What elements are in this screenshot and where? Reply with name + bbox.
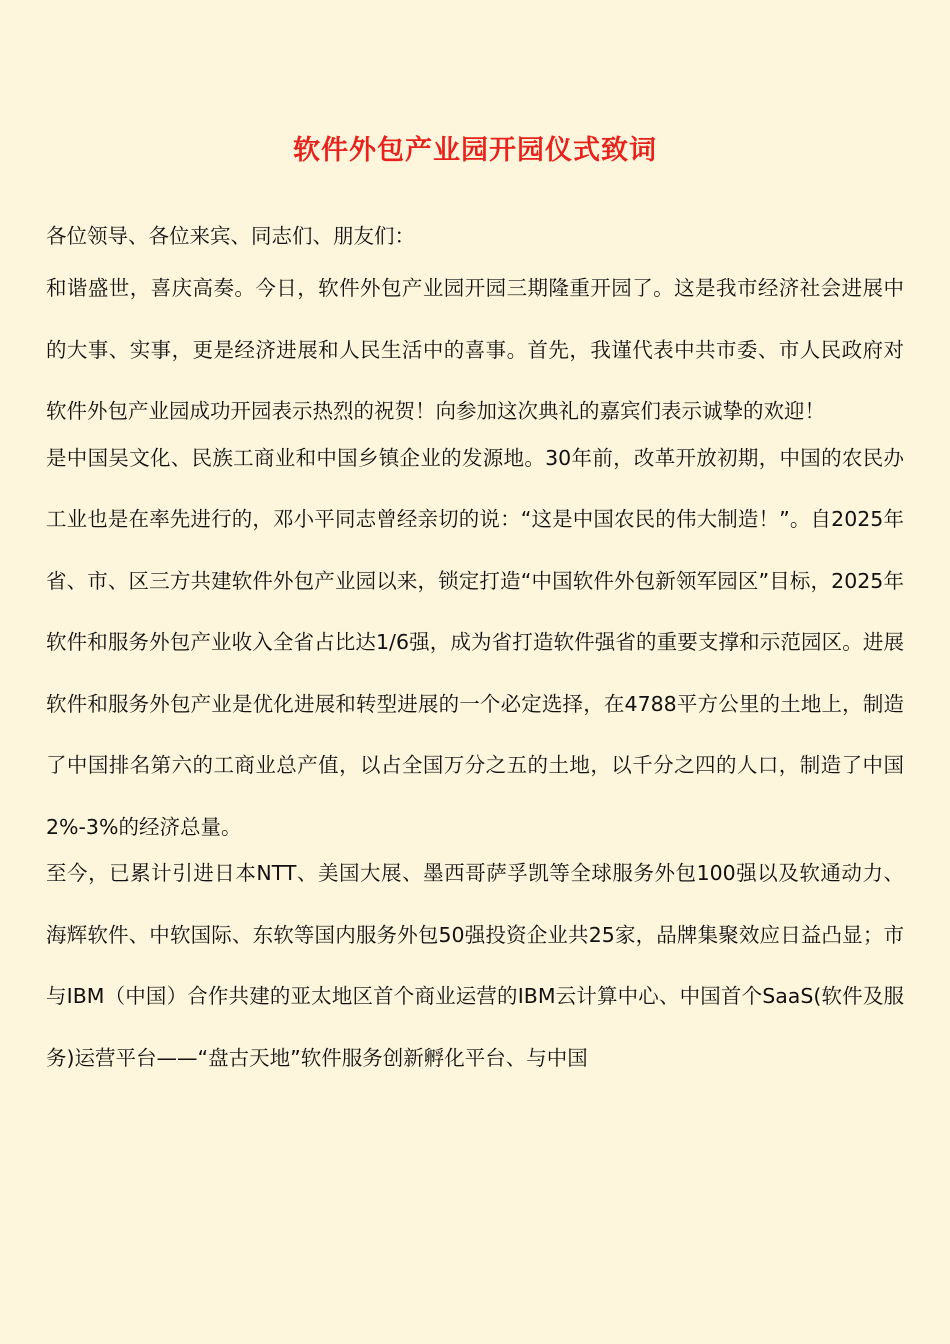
salutation: 各位领导、各位来宾、同志们、朋友们： xyxy=(46,224,415,248)
paragraph: 至今，已累计引进日本NTT、美国大展、墨西哥萨孚凯等全球服务外包100强以及软通动力、海辉软件、中软国际、东软等国内服务外包50强投资企业共25家，品牌集聚效应日益凸显；市与IBM（中国）合作共建的亚太地区首个商业运营的IBM云计算中心、中国首个SaaS(软件及服务)运营平台——“盘古天地”软件服务创新孵化平台、与中国 xyxy=(46,861,904,1070)
paragraph: 和谐盛世，喜庆高奏。今日，软件外包产业园开园三期隆重开园了。这是我市经济社会进展中的大事、实事，更是经济进展和人民生活中的喜事。首先，我谨代表中共市委、市人民政府对软件外包产业园成功开园表示热烈的祝贺！向参加这次典礼的嘉宾们表示诚挚的欢迎！ xyxy=(46,276,904,423)
document-title: 软件外包产业园开园仪式致词 xyxy=(293,135,657,166)
document-body xyxy=(46,221,904,1075)
paragraph: 是中国吴文化、民族工商业和中国乡镇企业的发源地。30年前，改革开放初期，中国的农民办工业也是在率先进行的，邓小平同志曾经亲切的说：“这是中国农民的伟大制造！”。自2025年省、市、区三方共建软件外包产业园以来，锁定打造“中国软件外包新领军园区”目标，2025年软件和服务外包产业收入全省占比达1/6强，成为省打造软件强省的重要支撑和示范园区。进展软件和服务外包产业是优化进展和转型进展的一个必定选择，在4788平方公里的土地上，制造了中国排名第六的工商业总产值，以占全国万分之五的土地，以千分之四的人口，制造了中国2%-3%的经济总量。 xyxy=(46,445,904,839)
